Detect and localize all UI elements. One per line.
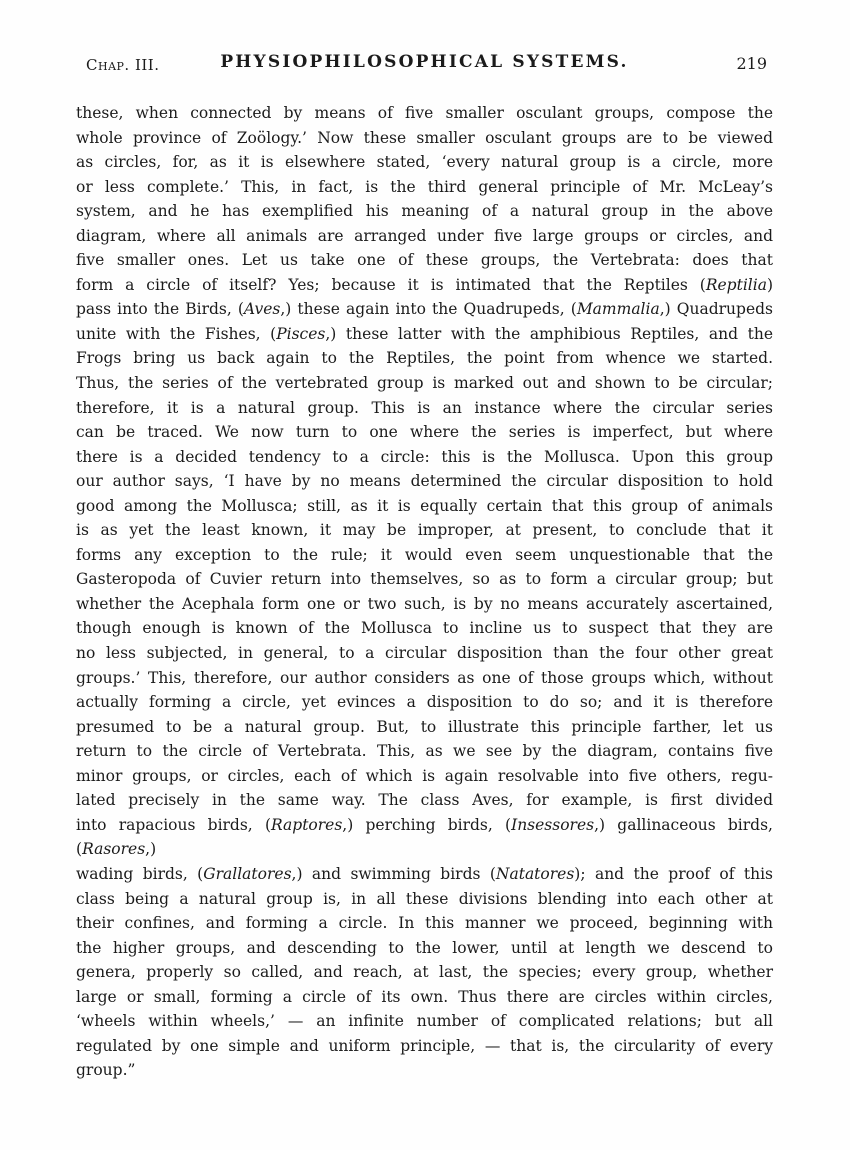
text-line: is as yet the least known, it may be improper, at present, to conclude that it [76,521,773,540]
text-line: into rapacious birds, (Raptores,) perching birds, (Insessores,) gallinaceous birds, (Rasores,) [76,815,773,859]
text-line: Gasteropoda of Cuvier return into themselves, so as to form a circular group; but [76,570,773,589]
text-line: ‘wheels within wheels,’ — an infinite number of complicated relations; but all [76,1012,773,1031]
text-line: wading birds, (Grallatores,) and swimming birds (Natatores); and the proof of this [76,864,773,883]
text-line: form a circle of itself? Yes; because it is intimated that the Reptiles (Reptilia) [76,275,773,294]
text-line: regulated by one simple and uniform principle, — that is, the circularity of every [76,1036,773,1055]
text-line: genera, properly so called, and reach, at last, the species; every group, whether [76,963,773,982]
text-line: group.” [76,1061,136,1080]
text-line: system, and he has exemplified his meaning of a natural group in the above [76,202,773,221]
text-line: these, when connected by means of five smaller osculant groups, compose the [76,104,773,122]
text-line: good among the Mollusca; still, as it is equally certain that this group of animals [76,496,773,515]
text-line: large or small, forming a circle of its own. Thus there are circles within circles, [76,987,773,1006]
text-line: or less complete.’ This, in fact, is the third general principle of Mr. McLeay’s [76,177,773,196]
text-line: pass into the Birds, (Aves,) these again into the Quadrupeds, (Mammalia,) Quadrupeds [76,300,773,319]
running-header [76,52,773,78]
text-line: class being a natural group is, in all these divisions blending into each other at [76,889,773,908]
text-line: their confines, and forming a circle. In this manner we proceed, beginning with [76,914,773,933]
text-line: forms any exception to the rule; it would even seem unquestionable that the [76,545,773,564]
text-line: minor groups, or circles, each of which is again resolvable into five others, regu- [76,766,773,785]
text-line: whether the Acephala form one or two such, is by no means accurately ascertained, [76,594,773,613]
page-number: 219 [736,54,767,73]
text-line: as circles, for, as it is elsewhere stated, ‘every natural group is a circle, more [76,153,773,172]
text-line: whole province of Zoölogy.’ Now these smaller osculant groups are to be viewed [76,128,773,147]
text-body [76,101,773,1083]
text-line: return to the circle of Vertebrata. This, as we see by the diagram, contains five [76,742,773,761]
text-line: five smaller ones. Let us take one of these groups, the Vertebrata: does that [76,251,773,270]
text-line: groups.’ This, therefore, our author considers as one of those groups which, without [76,668,773,687]
text-line: there is a decided tendency to a circle: this is the Mollusca. Upon this group [76,447,773,466]
text-line: actually forming a circle, yet evinces a disposition to do so; and it is therefore [76,693,773,712]
text-line: no less subjected, in general, to a circular disposition than the four other great [76,644,773,663]
text-line: diagram, where all animals are arranged under five large groups or circles, and [76,226,773,245]
text-line: though enough is known of the Mollusca to incline us to suspect that they are [76,619,773,638]
chapter-label: Chap. III. [86,56,160,74]
text-line: can be traced. We now turn to one where the series is imperfect, but where [76,423,773,442]
text-line: therefore, it is a natural group. This is an instance where the circular series [76,398,773,417]
text-line: the higher groups, and descending to the lower, until at length we descend to [76,938,773,957]
text-line: Frogs bring us back again to the Reptiles, the point from whence we started. [76,349,773,368]
text-line: lated precisely in the same way. The class Aves, for example, is first divided [76,791,773,810]
text-line: Thus, the series of the vertebrated group is marked out and shown to be circular; [76,374,773,393]
text-line: presumed to be a natural group. But, to illustrate this principle farther, let us [76,717,773,736]
text-line: our author says, ‘I have by no means determined the circular disposition to hold [76,472,773,491]
text-line: unite with the Fishes, (Pisces,) these latter with the amphibious Reptiles, and the [76,324,773,343]
page-title: PHYSIOPHILOSOPHICAL SYSTEMS. [220,52,629,72]
